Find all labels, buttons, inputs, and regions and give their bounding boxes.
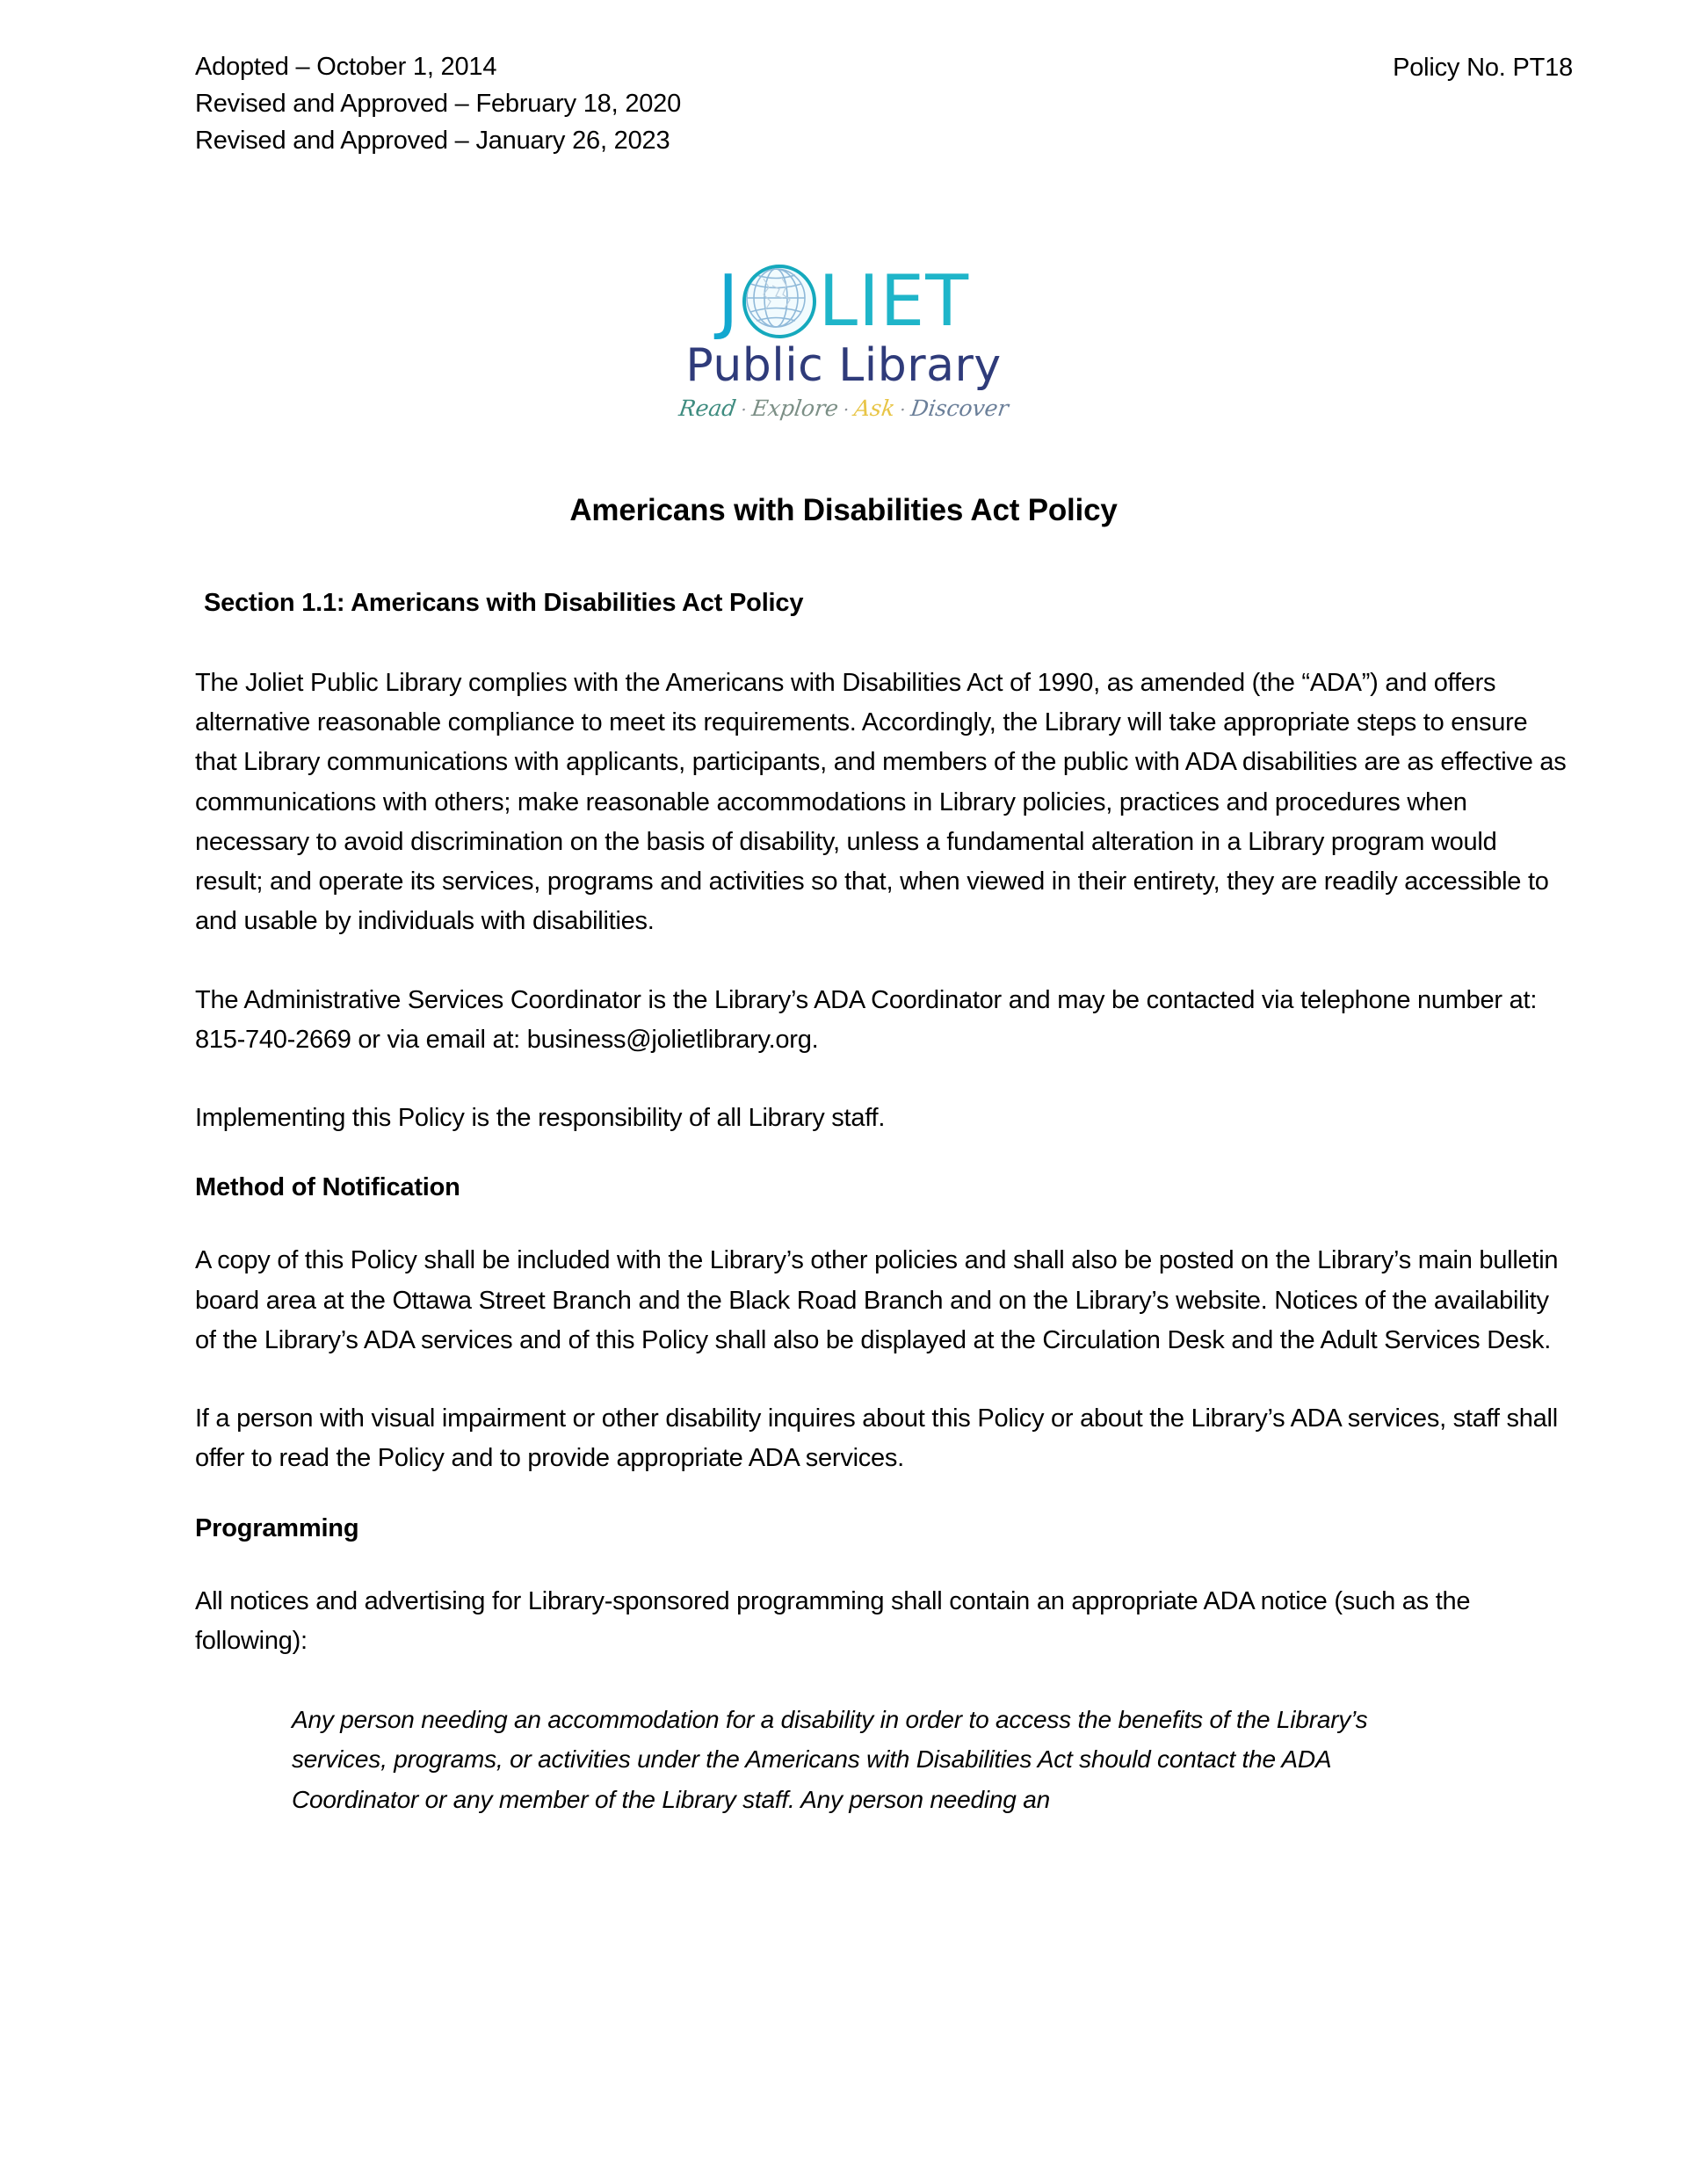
library-logo — [0, 260, 1687, 421]
heading-method-of-notification: Method of Notification — [195, 1173, 460, 1202]
paragraph-coordinator-contact: The Administrative Services Coordinator is the Library’s ADA Coordinator and may be contacted via telephone number at: 815-740-2669 or via email at: business@jolietlibrary.org. — [195, 985, 1538, 1054]
ada-notice-quote: Any person needing an accommodation for a disability in order to access the benefits of the Library’s services, programs, or activities under the Americans with Disabilities Act should contact the ADA Coordinator or any member of the Library staff. Any person needing an — [292, 1705, 1368, 1813]
tagline-separator-1: · — [739, 399, 749, 420]
paragraph-programming-notice: All notices and advertising for Library-sponsored programming shall contain an appropriate ADA notice (such as the following): — [195, 1586, 1471, 1655]
policy-number: Policy No. PT18 — [1393, 54, 1573, 82]
logo-letters-liet: LIET — [818, 260, 970, 342]
paragraph-policy-posting: A copy of this Policy shall be included with the Library’s other policies and shall also be posted on the Library’s main bulletin board area at the Ottawa Street Branch and the Black Road Branch and on the Library’s website. Notices of the availability of the Library’s ADA services and of this Policy shall also be displayed at the Circulation Desk and the Adult Services Desk. — [195, 1246, 1559, 1354]
logo-tagline — [677, 397, 1010, 419]
tagline-separator-2: · — [841, 399, 851, 420]
globe-icon — [742, 265, 816, 338]
tagline-separator-3: · — [898, 399, 907, 420]
document-body — [195, 589, 1570, 1819]
tagline-explore: Explore — [749, 395, 840, 421]
paragraph-compliance: The Joliet Public Library complies with the Americans with Disabilities Act of 1990, as amended (the “ADA”) and offers alternative reasonable compliance to meet its requirements. Accordingly, the Library will take appropriate steps to ensure that Library communications with applicants, participants, and members of the public with ADA disabilities are as effective as communications with others; make reasonable accommodations in Library policies, practices and procedures when necessary to avoid discrimination on the basis of disability, unless a fundamental alteration in a Library program would result; and operate its services, programs and activities so that, when viewed in their entirety, they are readily accessible to and usable by individuals with disabilities. — [195, 669, 1567, 936]
logo-letter-j: J — [717, 260, 740, 342]
document-header — [195, 51, 1573, 157]
logo-wordmark — [717, 260, 970, 342]
page-title: Americans with Disabilities Act Policy — [569, 493, 1118, 527]
revised-date-2023: Revised and Approved – January 26, 2023 — [195, 127, 670, 156]
logo-subtitle: Public Library — [685, 339, 1002, 392]
adopted-date: Adopted – October 1, 2014 — [195, 53, 497, 81]
section-heading: Section 1.1: Americans with Disabilities Act Policy — [204, 589, 804, 617]
heading-programming: Programming — [195, 1513, 359, 1542]
tagline-discover: Discover — [909, 395, 1010, 421]
paragraph-visual-impairment: If a person with visual impairment or other disability inquires about this Policy or about the Library’s ADA services, staff shall offer to read the Policy and to provide appropriate ADA services. — [195, 1404, 1558, 1473]
paragraph-staff-responsibility: Implementing this Policy is the responsibility of all Library staff. — [195, 1104, 886, 1133]
tagline-read: Read — [677, 395, 738, 421]
adoption-dates — [195, 51, 681, 157]
revised-date-2020: Revised and Approved – February 18, 2020 — [195, 90, 682, 119]
tagline-ask: Ask — [852, 395, 897, 421]
